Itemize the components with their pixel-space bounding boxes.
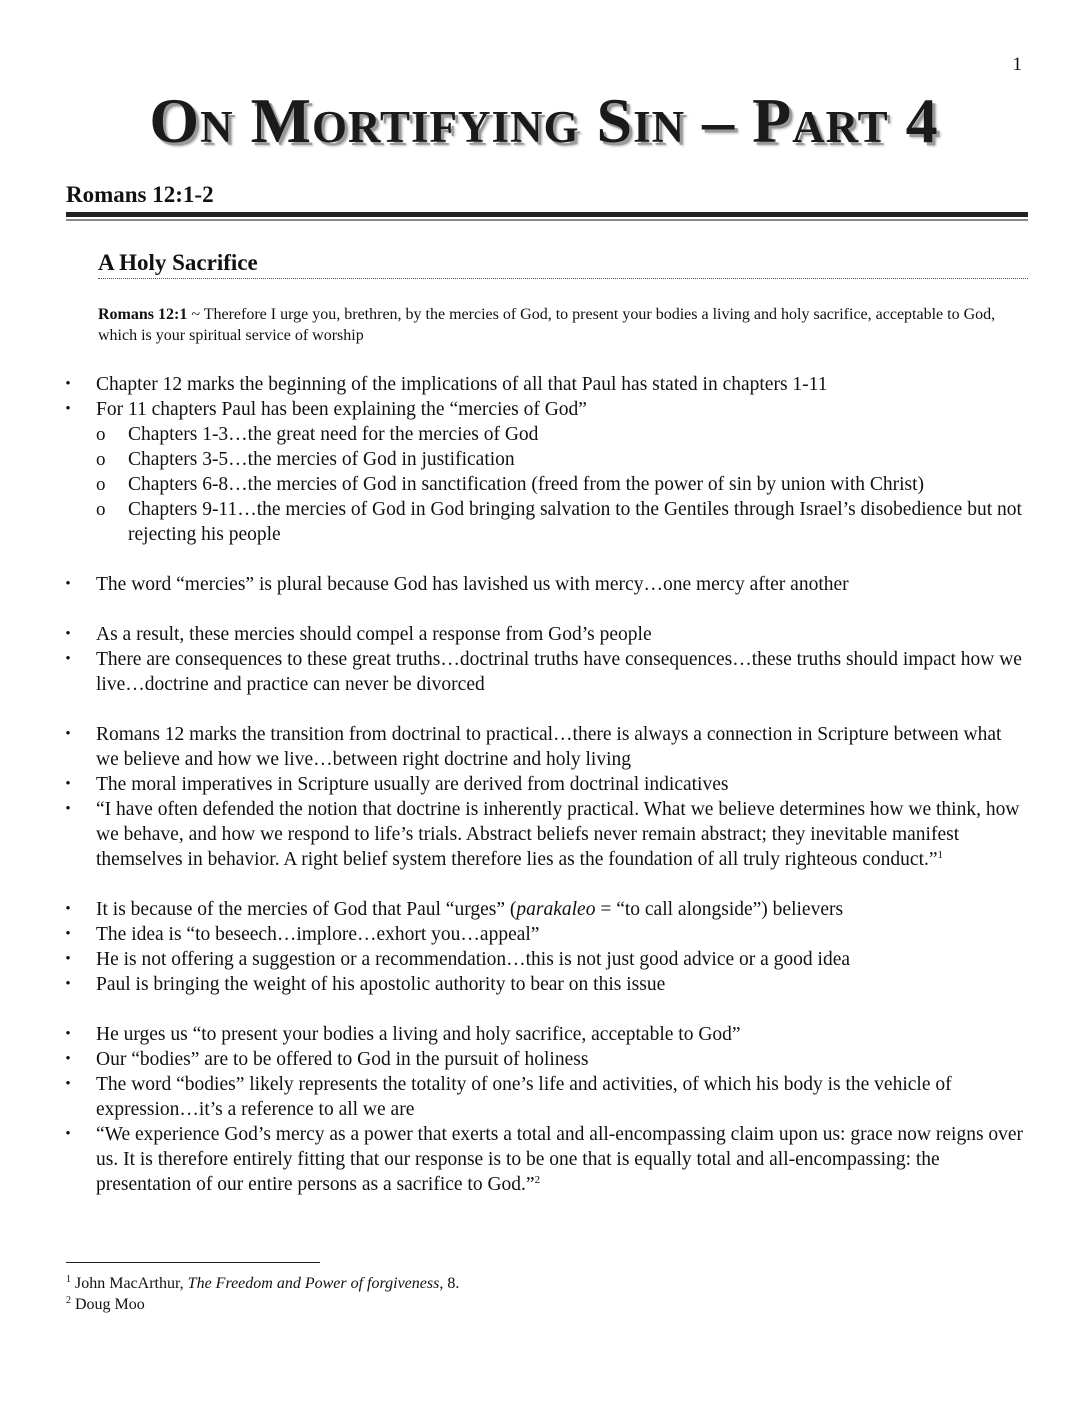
list-item [60,1022,1025,1047]
sub-list-item [60,422,1025,447]
quote-text: “We experience God’s mercy as a power that exerts a total and all-encompassing claim upon us: grace now reigns over us. It is therefore entirely fitting that our response is to be one that is equally total and all-encompassing: the presentation of our entire persons as a sacrifice to God.” [96,1124,1024,1195]
list-item-text: = “to call alongside”) believers [595,899,844,920]
list-item-text: Chapters 3-5…the mercies of God in justification [128,449,515,470]
circle-bullet-icon: o [96,424,106,445]
circle-bullet-icon: o [96,449,106,470]
bullet-icon: • [65,376,71,392]
outline [60,372,1025,1197]
verse-text: ~ Therefore I urge you, brethren, by the mercies of God, to present your bodies a living and holy sacrifice, acceptable to God, which is your spiritual service of worship [98,306,996,344]
list-item [60,797,1025,872]
footnote-1 [66,1273,459,1294]
footnotes [66,1273,459,1315]
list-item-text: Our “bodies” are to be offered to God in the pursuit of holiness [96,1049,589,1070]
bullet-icon: • [65,726,71,742]
list-item-text: The word “mercies” is plural because God has lavished us with mercy…one mercy after another [96,574,849,595]
list-item [60,1122,1025,1197]
list-item [60,397,1025,422]
list-item [60,622,1025,647]
heading-divider [66,212,1028,217]
bullet-icon: • [65,576,71,592]
list-item [60,972,1025,997]
bullet-icon: • [65,951,71,967]
list-item-text: Chapter 12 marks the beginning of the implications of all that Paul has stated in chapters 1-11 [96,374,828,395]
verse-ref: Romans 12:1 [98,306,188,323]
list-item [60,1072,1025,1122]
footnote-text: John MacArthur, [71,1275,188,1292]
bullet-icon: • [65,626,71,642]
page-number: 1 [1012,54,1022,75]
list-item [60,897,1025,922]
verse-quote [98,304,998,346]
page-title: On Mortifying Sin – Part 4 [149,85,939,156]
list-item-text: It is because of the mercies of God that Paul “urges” ( [96,899,517,920]
list-item-text: The word “bodies” likely represents the totality of one’s life and activities, of which his body is the vehicle of expression…it’s a reference to all we are [96,1074,952,1120]
bullet-icon: • [65,651,71,667]
list-item [60,1047,1025,1072]
sub-list-item [60,447,1025,472]
bullet-icon: • [65,976,71,992]
greek-term: parakaleo [516,899,596,920]
footnote-2 [66,1294,459,1315]
bullet-icon: • [65,1126,71,1142]
list-item-text: He is not offering a suggestion or a recommendation…this is not just good advice or a good idea [96,949,851,970]
footnote-ref[interactable]: 1 [937,849,944,861]
list-item-text: Paul is bringing the weight of his apostolic authority to bear on this issue [96,974,666,995]
list-item [60,772,1025,797]
list-item [60,922,1025,947]
footnote-divider [66,1262,320,1263]
list-item [60,722,1025,772]
footnote-text: Doug Moo [71,1296,145,1313]
list-item-text: Chapters 9-11…the mercies of God in God bringing salvation to the Gentiles through Israel’s disobedience but not rejecting his people [128,499,1022,545]
list-item-text: The idea is “to beseech…implore…exhort you…appeal” [96,924,540,945]
quote-text: “I have often defended the notion that doctrine is inherently practical. What we believe determines how we think, how we behave, and how we respond to life’s trials. Abstract beliefs never remain abstract; they inevitable manifest themselves in behavior. A right belief system therefore lies as the foundation of all truly righteous conduct.” [96,799,1020,870]
list-item-text: As a result, these mercies should compel a response from God’s people [96,624,652,645]
list-item-text: There are consequences to these great truths…doctrinal truths have consequences…these truths should impact how we live…doctrine and practice can never be divorced [96,649,1022,695]
list-item [60,947,1025,972]
list-item-text: He urges us “to present your bodies a living and holy sacrifice, acceptable to God” [96,1024,741,1045]
list-item [60,372,1025,397]
section-title: A Holy Sacrifice [98,250,258,275]
sub-list-item [60,497,1025,547]
circle-bullet-icon: o [96,499,106,520]
scripture-reference: Romans 12:1-2 [66,182,214,207]
bullet-icon: • [65,926,71,942]
list-item-text: The moral imperatives in Scripture usually are derived from doctrinal indicatives [96,774,729,795]
list-item-text: For 11 chapters Paul has been explaining the “mercies of God” [96,399,587,420]
bullet-icon: • [65,1026,71,1042]
sub-list-item [60,472,1025,497]
bullet-icon: • [65,1076,71,1092]
list-item-text: Chapters 1-3…the great need for the mercies of God [128,424,539,445]
bullet-icon: • [65,901,71,917]
list-item-text: Romans 12 marks the transition from doctrinal to practical…there is always a connection in Scripture between what we believe and how we live…between right doctrine and holy living [96,724,1002,770]
bullet-icon: • [65,776,71,792]
heading-divider-shadow [66,219,1028,221]
footnote-number: 1 [66,1274,71,1285]
book-title: The Freedom and Power of forgiveness [187,1275,440,1292]
section-divider [98,278,1028,279]
list-item-text: Chapters 6-8…the mercies of God in sanctification (freed from the power of sin by union with Christ) [128,474,925,495]
footnote-ref[interactable]: 2 [534,1174,541,1186]
bullet-icon: • [65,1051,71,1067]
list-item [60,572,1025,597]
bullet-icon: • [65,801,71,817]
bullet-icon: • [65,401,71,417]
footnote-text: , 8. [439,1275,460,1292]
list-item [60,647,1025,697]
circle-bullet-icon: o [96,474,106,495]
footnote-number: 2 [66,1295,71,1306]
